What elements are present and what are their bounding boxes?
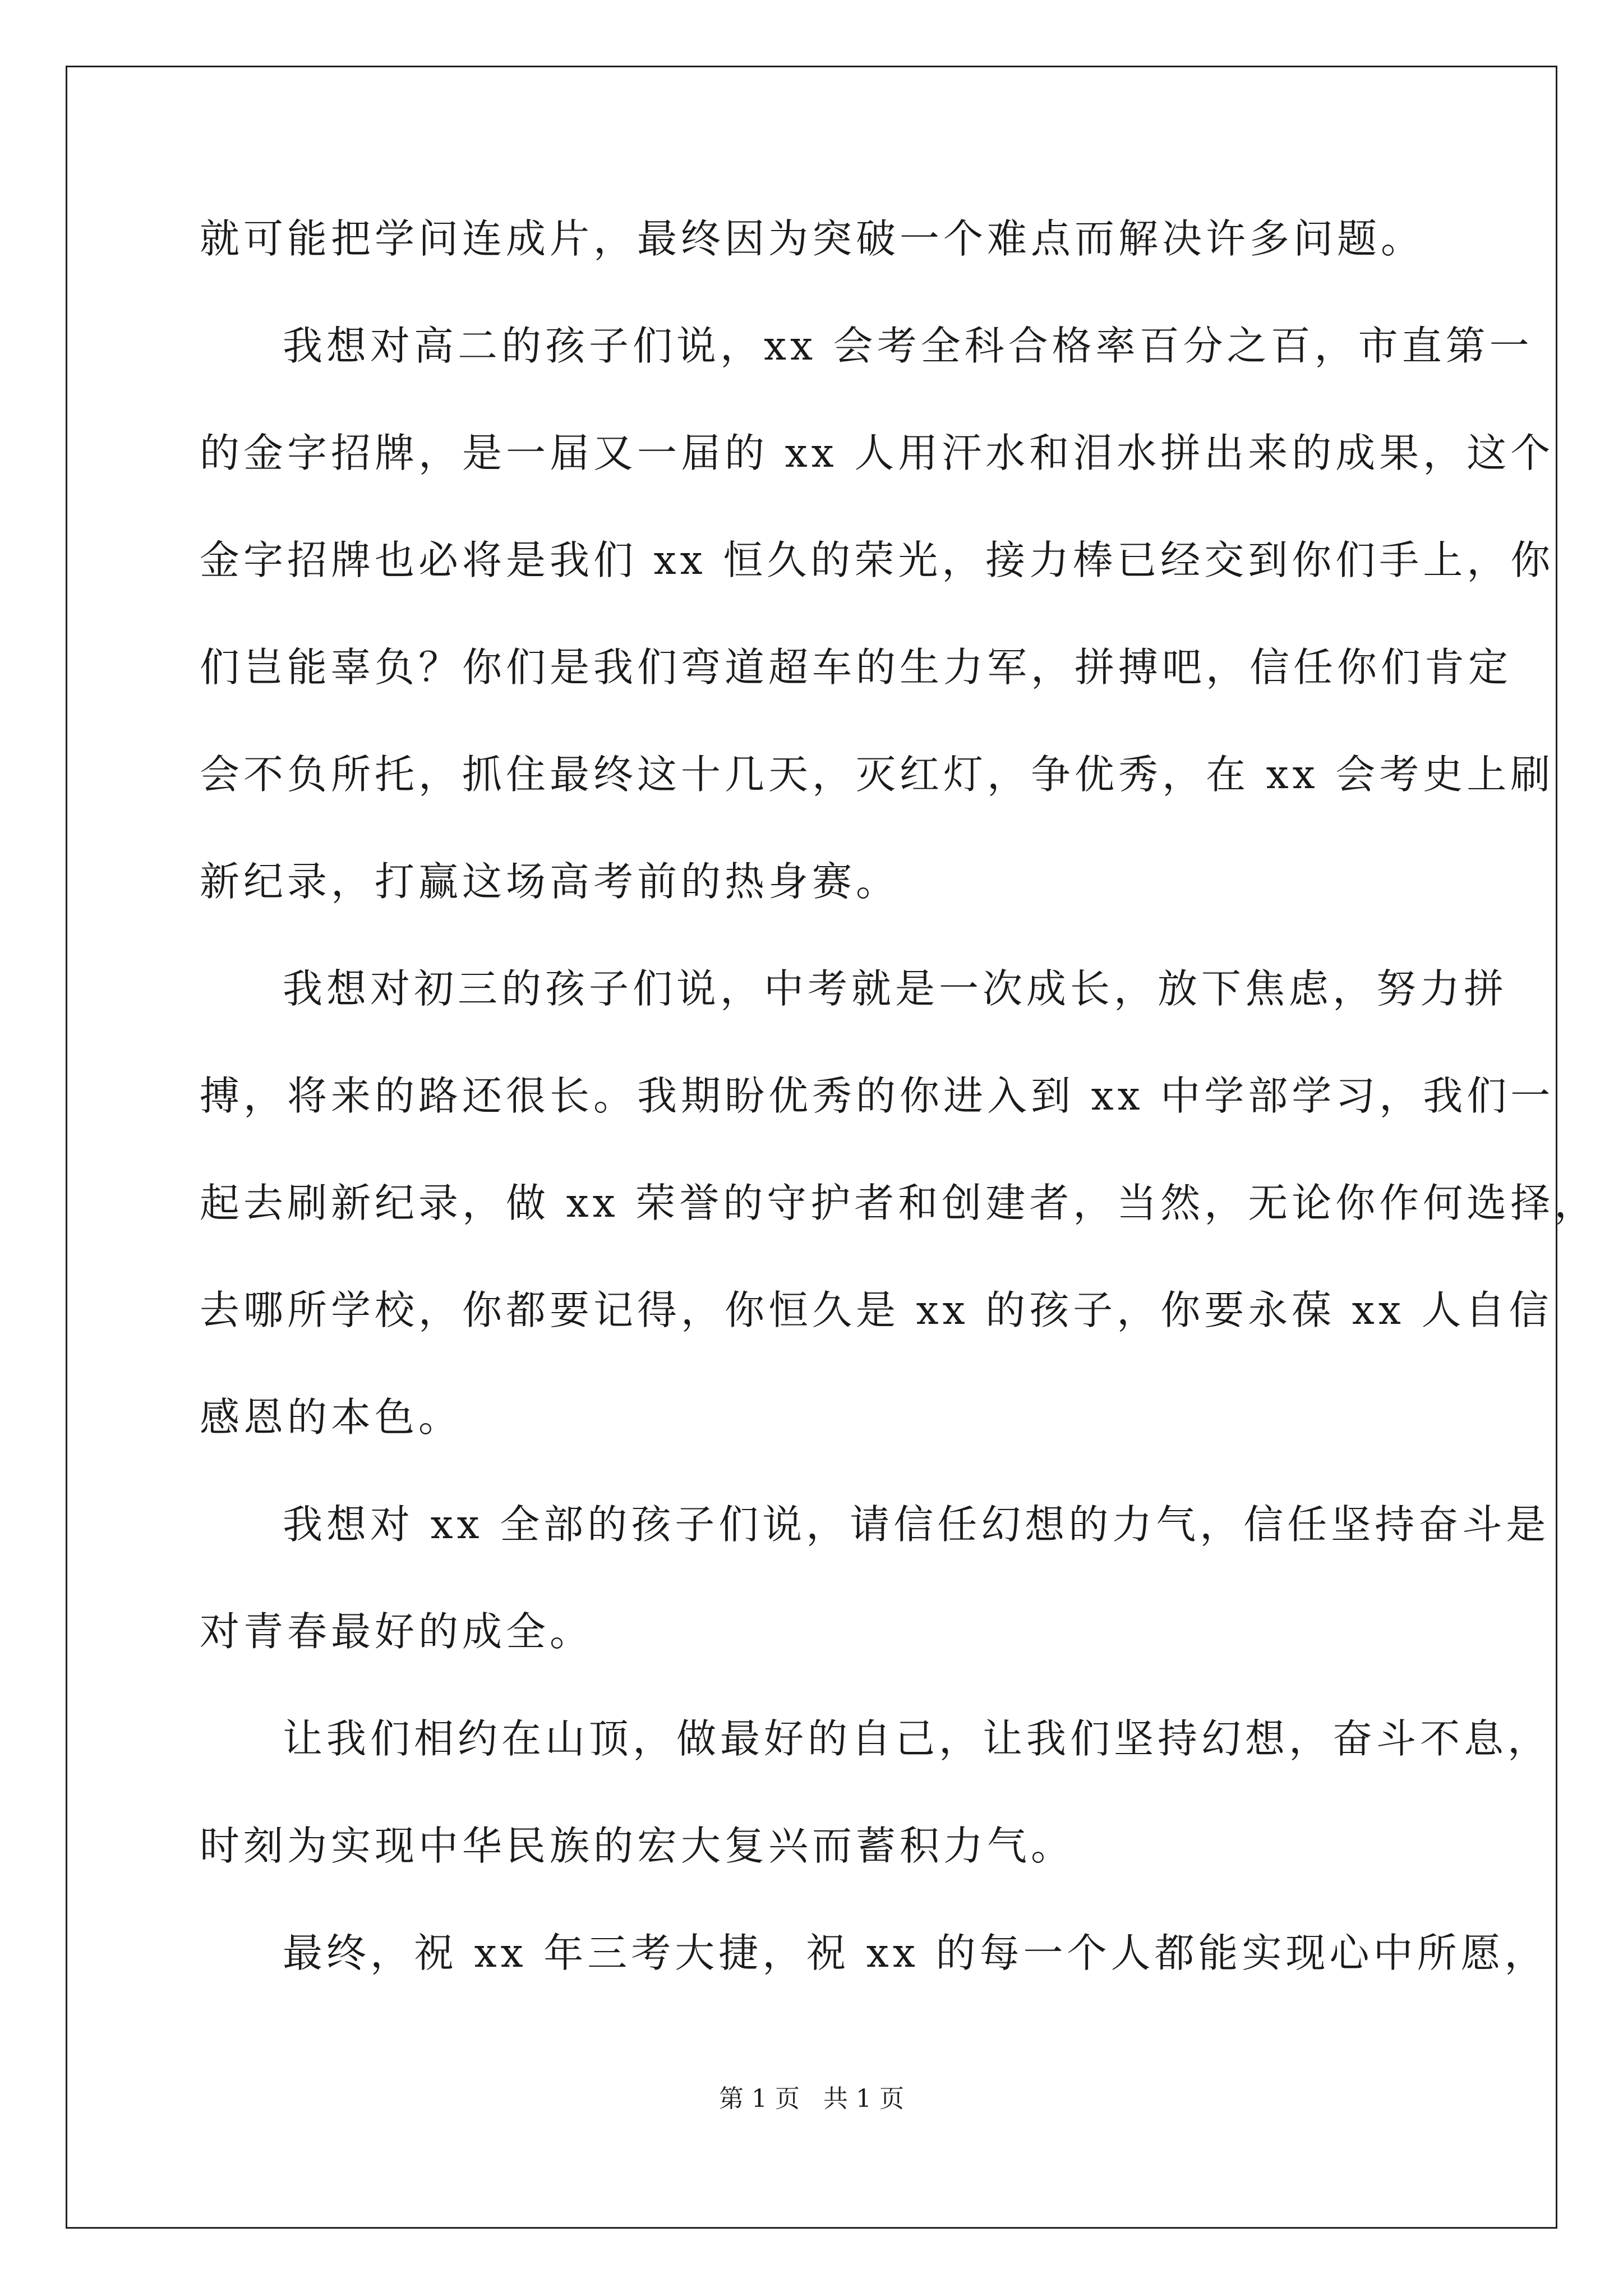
text-line: 会不负所托，抓住最终这十几天，灭红灯，争优秀，在 xx 会考史上刷 [200, 751, 1555, 798]
text-line: 新纪录，打赢这场高考前的热身赛。 [200, 858, 900, 905]
page-total: 共 1 页 [823, 2085, 904, 2113]
text-line: 我想对 xx 全部的孩子们说，请信任幻想的力气，信任坚持奋斗是 [283, 1501, 1550, 1548]
text-line: 对青春最好的成全。 [200, 1608, 594, 1655]
text-line: 就可能把学问连成片，最终因为突破一个难点而解决许多问题。 [200, 215, 1425, 262]
page-border [66, 66, 1557, 2229]
text-line: 时刻为实现中华民族的宏大复兴而蓄积力气。 [200, 1823, 1075, 1869]
text-line: 的金字招牌，是一届又一届的 xx 人用汗水和泪水拼出来的成果，这个 [200, 430, 1555, 476]
page-number: 第 1 页 [719, 2085, 800, 2113]
text-line: 搏，将来的路还很长。我期盼优秀的你进入到 xx 中学部学习，我们一 [200, 1073, 1555, 1119]
text-line: 们岂能辜负？你们是我们弯道超车的生力军，拼搏吧，信任你们肯定 [200, 644, 1513, 691]
text-line: 起去刷新纪录，做 xx 荣誉的守护者和创建者，当然，无论你作何选择， [200, 1180, 1598, 1226]
text-line: 去哪所学校，你都要记得，你恒久是 xx 的孩子，你要永葆 xx 人自信 [200, 1287, 1553, 1333]
text-line: 让我们相约在山顶，做最好的自己，让我们坚持幻想，奋斗不息， [283, 1715, 1552, 1762]
text-line: 最终，祝 xx 年三考大捷，祝 xx 的每一个人都能实现心中所愿， [283, 1930, 1548, 1976]
text-line: 我想对初三的孩子们说，中考就是一次成长，放下焦虑，努力拼 [283, 965, 1508, 1012]
text-line: 我想对高二的孩子们说，xx 会考全科合格率百分之百，市直第一 [283, 323, 1533, 369]
text-line: 感恩的本色。 [200, 1394, 463, 1441]
text-line: 金字招牌也必将是我们 xx 恒久的荣光，接力棒已经交到你们手上，你 [200, 537, 1555, 583]
page-footer [0, 2082, 1623, 2116]
